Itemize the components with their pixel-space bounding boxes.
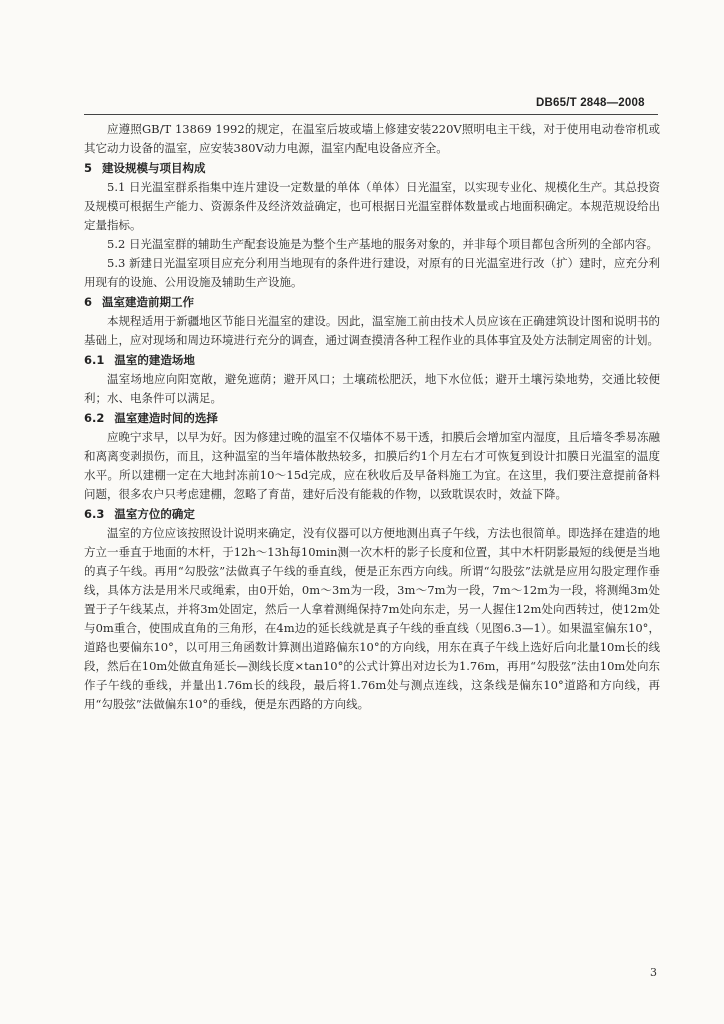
body-paragraph: 应遵照GB/T 13869 1992的规定，在温室后坡或墙上修建安装220V照明电主干线，对于使用电动卷帘机或其它动力设备的温室，应安装380V动力电源，温室内配电设备应齐全。	[84, 122, 660, 155]
body-paragraph: 温室的方位应该按照设计说明来确定，没有仪器可以方便地测出真子午线，方法也很简单。即选择在建造的地方立一垂直于地面的木杆，于12h～13h每10min测一次木杆的影子长度和位置，其中木杆阴影最短的线便是当地的真子午线。再用“勾股弦”法做真子午线的垂直线，便是正东西方向线。所谓“勾股弦”法就是应用勾股定理作垂线，具体方法是用米尺或绳索，由0开始，0m～3m为一段，3m～7m为一段，7m～12m为一段，将测绳3m处置于子午线某点，并将3m处固定，然后一人拿着测绳保持7m处向东走，另一人握住12m处向西转过，使12m处与0m重合，使围成直角的三角形，在4m边的延长线就是真子午线的垂直线（见图6.3—1）。如果温室偏东10°，道路也要偏东10°，以可用三角函数计算测出道路偏东10°的方向线，用东在真子午线上选好后向北量10m长的线段，然后在10m处做直角延长—测线长度×tan10°的公式计算出对边长为1.76m，再用“勾股弦”法由10m处向东作子午线的垂线，并量出1.76m长的线段，最后将1.76m处与测点连线，这条线是偏东10°道路和方向线，再用“勾股弦”法做偏东10°的垂线，便是东西路的方向线。	[84, 526, 660, 711]
page-number: 3	[650, 966, 657, 979]
section-title: 温室建造时间的选择	[114, 411, 218, 425]
section-number: 5	[84, 161, 93, 175]
document-id: DB65/T 2848—2008	[536, 97, 645, 109]
body-paragraph: 5.1 日光温室群系指集中连片建设一定数量的单体（单体）日光温室，以实现专业化、规模化生产。其总投资及规模可根据生产能力、资源条件及经济效益确定，也可根据日光温室群体数量或占地面积确定。本规范规设给出定量指标。	[84, 180, 660, 232]
body-paragraph: 5.3 新建日光温室项目应充分利用当地现有的条件进行建设，对原有的日光温室进行改（扩）建时，应充分利用现有的设施、公用设施及辅助生产设施。	[84, 256, 660, 289]
section-heading	[84, 159, 660, 178]
section-title: 温室方位的确定	[114, 507, 195, 521]
section-title: 温室建造前期工作	[102, 295, 195, 309]
section-number: 6	[84, 295, 93, 309]
body-paragraph: 温室场地应向阳宽敞，避免遮荫；避开风口；土壤疏松肥沃，地下水位低；避开土壤污染地势，交通比较便利；水、电条件可以满足。	[84, 372, 660, 405]
section-title: 温室的建造场地	[114, 353, 195, 367]
section-title: 建设规模与项目构成	[102, 161, 206, 175]
body-paragraph: 应晚宁求早，以早为好。因为修建过晚的温室不仅墙体不易干透，扣膜后会增加室内湿度，且后墙冬季易冻融和离离变剥损伤，而且，这种温室的当年墙体散热较多，扣膜后约1个月左右才可恢复到设计扣膜日光温室的温度水平。所以建棚一定在大地封冻前10～15d完成，应在秋收后及早备料施工为宜。在这里，我们要注意提前备料问题，很多农户只考虑建棚，忽略了育苗，建好后没有能栽的作物，以致耽误农时，效益下降。	[84, 430, 660, 501]
header-rule	[84, 114, 658, 115]
section-heading	[84, 293, 660, 312]
section-number: 6.2	[84, 411, 105, 425]
section-number: 6.3	[84, 507, 105, 521]
section-heading	[84, 351, 660, 370]
section-heading	[84, 505, 660, 524]
body-paragraph: 5.2 日光温室群的辅助生产配套设施是为整个生产基地的服务对象的，并非每个项目都包含所列的全部内容。	[107, 237, 658, 251]
section-number: 6.1	[84, 353, 105, 367]
body-paragraph: 本规程适用于新疆地区节能日光温室的建设。因此，温室施工前由技术人员应该在正确建筑设计图和说明书的基础上，应对现场和周边环境进行充分的调查，通过调查摸清各种工程作业的具体事宜及处方法制定周密的计划。	[84, 314, 660, 347]
section-heading	[84, 409, 660, 428]
document-body	[84, 120, 660, 714]
